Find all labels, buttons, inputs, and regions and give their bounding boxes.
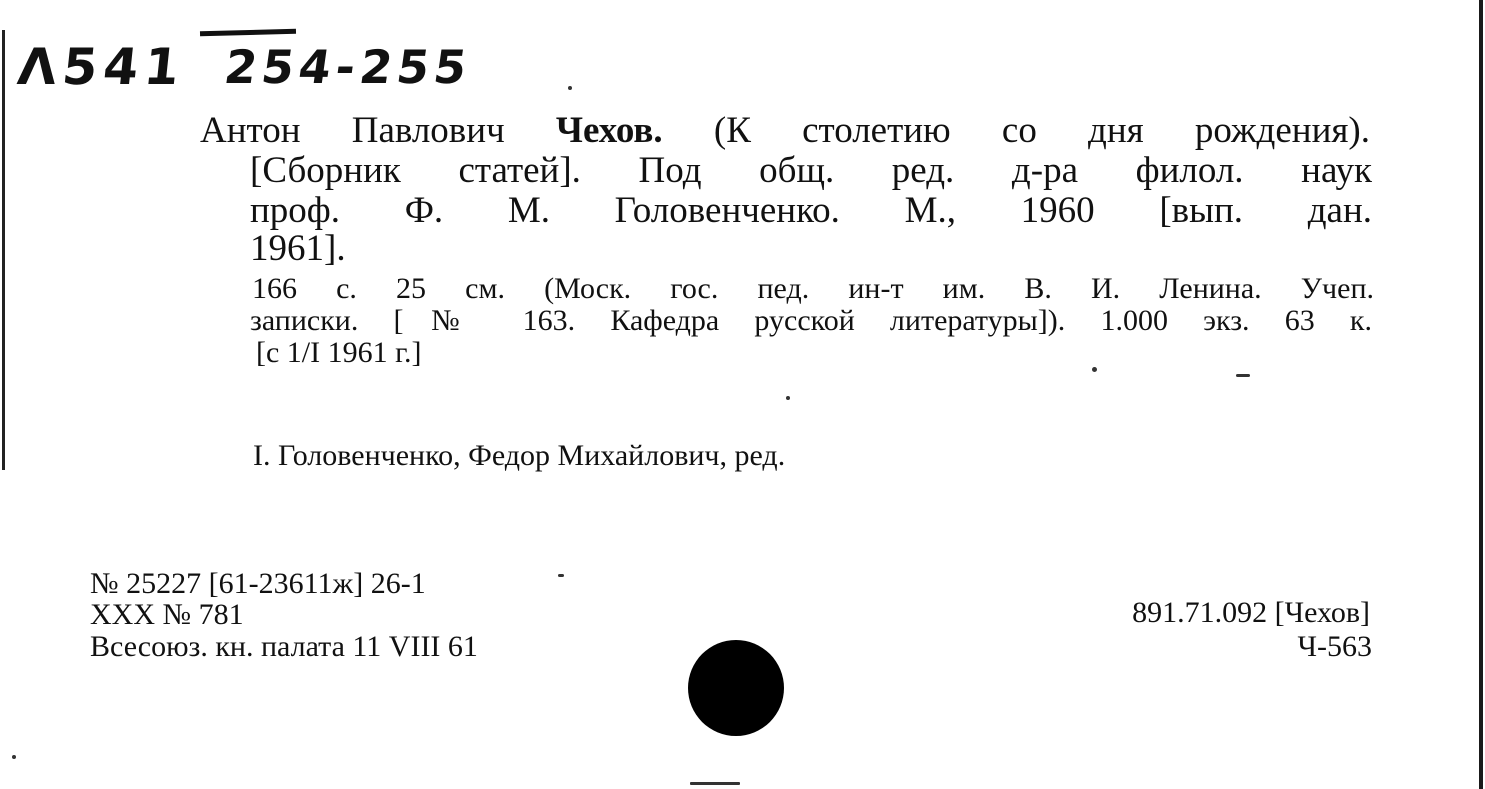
added-entry: I. Головенченко, Федор Михайлович, ред. (253, 439, 786, 472)
ink-speck (558, 574, 564, 577)
ink-speck (786, 396, 790, 400)
card-left-edge (2, 30, 5, 470)
title-line-3: проф. Ф. М. Головенченко. М., 1960 [вып. дан. (250, 190, 1372, 231)
ink-speck (1092, 367, 1097, 372)
collation-line-3: [с 1/I 1961 г.] (256, 336, 422, 369)
ink-speck (568, 86, 572, 90)
series-number: XXX № 781 (90, 598, 244, 631)
cutter-number: Ч-563 (1297, 630, 1372, 663)
record-number: № 25227 [61-23611ж] 26-1 (90, 567, 426, 600)
author-name: Антон Павлович (200, 110, 556, 151)
collation-line-2: записки. [№ 163. Кафедра русской литературы]). 1.000 экз. 63 к. (250, 304, 1372, 337)
card-right-edge (1479, 0, 1483, 789)
handwritten-pages: 254-255 (221, 40, 475, 94)
title-line-2: [Сборник статей]. Под общ. ред. д-ра филол. наук (250, 150, 1372, 191)
title-text: (К столетию со дня рождения). (662, 110, 1370, 151)
handwritten-call-number: Λ541 (14, 38, 189, 96)
issuer-line: Всесоюз. кн. палата 11 VIII 61 (90, 630, 478, 663)
handwritten-overline (200, 29, 296, 37)
heading-word: Чехов. (555, 110, 663, 151)
collation-line-1: 166 с. 25 см. (Моск. гос. пед. ин-т им. В. И. Ленина. Учеп. (252, 272, 1374, 305)
title-line-4: 1961]. (250, 228, 346, 269)
ink-speck (690, 782, 740, 785)
classification-number: 891.71.092 [Чехов] (1132, 596, 1370, 629)
ink-speck (12, 755, 16, 759)
title-line-1 (200, 112, 1370, 150)
punch-hole (688, 640, 784, 736)
ink-speck (1236, 374, 1250, 377)
